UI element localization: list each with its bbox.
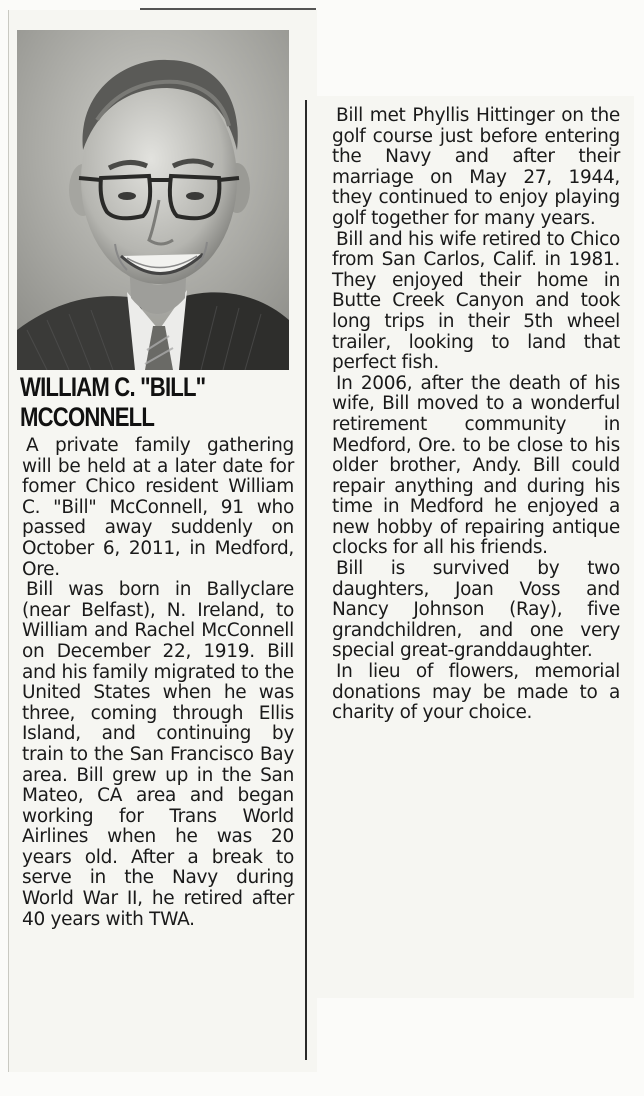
paragraph-service-notice: A private family gathering will be held at a later date for fomer Chico resident William C. "Bill" McConnell, 91 who passed away suddenly on October 6, 2011, in Medford, Ore.	[22, 435, 294, 580]
column-divider	[305, 100, 307, 1060]
headline-line-2: MCCONNELL	[20, 402, 155, 432]
paragraph-medford: In 2006, after the death of his wife, Bill moved to a wonderful retirement community in Medford, Ore. to be close to his older brother, Andy. Bill could repair anything and during his time in Medford he enjoyed a new hobby of repairing antique clocks for all his friends.	[332, 372, 620, 559]
headline-line-1: WILLIAM C. "BILL"	[20, 372, 206, 402]
paragraph-survivors: Bill is survived by two daughters, Joan Voss and Nancy Johnson (Ray), five grandchildren, and one very special great-granddaughter.	[332, 558, 620, 662]
left-text-column	[22, 436, 294, 930]
paragraph-retirement: Bill and his wife retired to Chico from San Carlos, Calif. in 1981. They enjoyed their home in Butte Creek Canyon and took long trips in their 5th wheel trailer, looking to land that perfect fish.	[332, 228, 620, 374]
portrait-photo	[17, 30, 289, 370]
top-rule	[140, 8, 316, 10]
paragraph-early-life: Bill was born in Ballyclare (near Belfast), N. Ireland, to William and Rachel McConnell on December 22, 1919. Bill and his family migrated to the United States when he was three, coming through Ellis Island, and continuing by train to the San Francisco Bay area. Bill grew up in the San Mateo, CA area and began working for Trans World Airlines when he was 20 years old. After a break to serve in the Navy during World War II, he retired after 40 years with TWA.	[22, 579, 294, 930]
paragraph-marriage: Bill met Phyllis Hittinger on the golf course just before entering the Navy and after their marriage on May 27, 1944, they continued to enjoy playing golf together for many years.	[332, 105, 620, 229]
obituary-headline	[20, 372, 253, 432]
right-text-column	[332, 106, 620, 724]
paragraph-donations: In lieu of flowers, memorial donations may be made to a charity of your choice.	[332, 661, 620, 724]
